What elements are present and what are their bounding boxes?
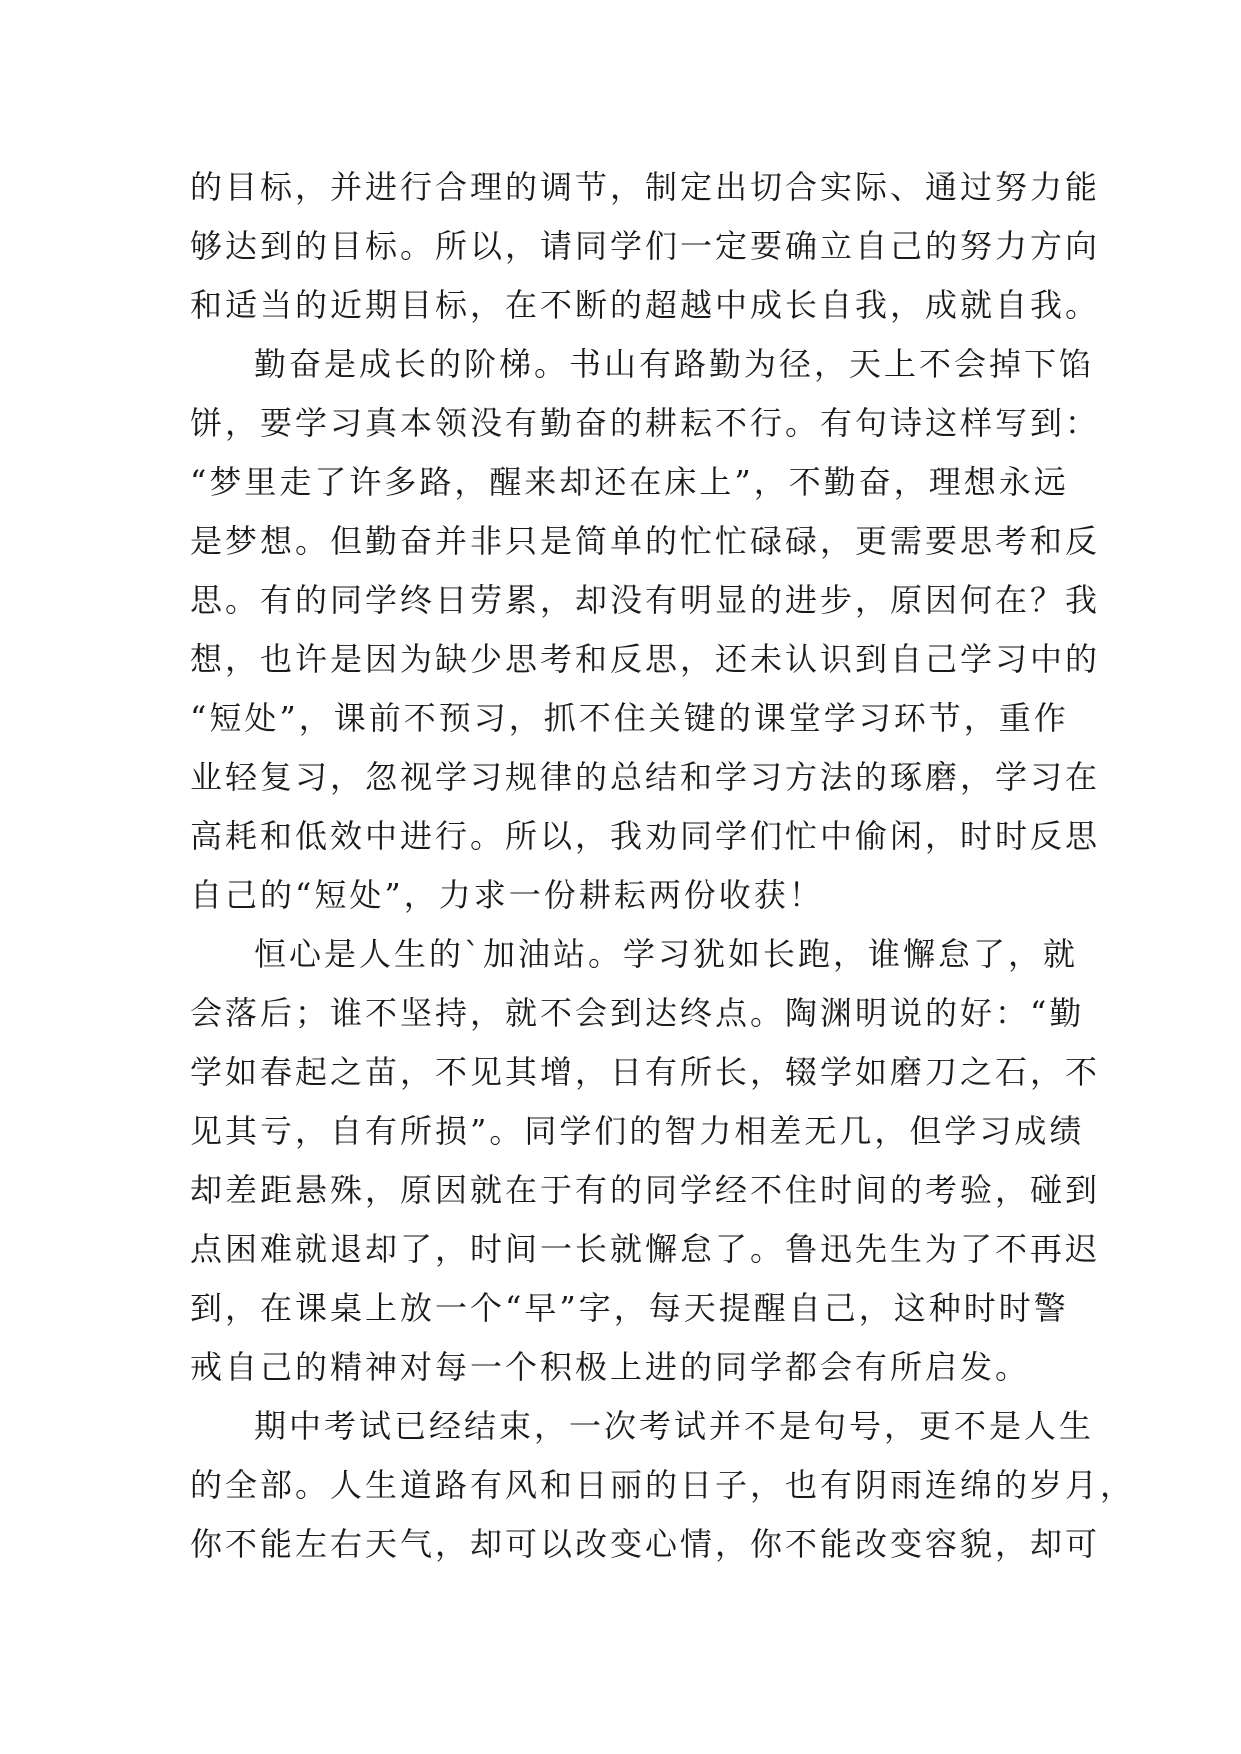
text-line: 你不能左右天气，却可以改变心情，你不能改变容貌，却可: [190, 1525, 1101, 1563]
text-line: 点困难就退却了，时间一长就懈怠了。鲁迅先生为了不再迟: [190, 1230, 1101, 1268]
text-line: 是梦想。但勤奋并非只是简单的忙忙碌碌，更需要思考和反: [190, 522, 1101, 560]
body-text: [190, 158, 1136, 1574]
text-line: 想，也许是因为缺少思考和反思，还未认识到自己学习中的: [190, 640, 1101, 678]
text-line: 够达到的目标。所以，请同学们一定要确立自己的努力方向: [190, 227, 1101, 265]
text-line: 自己的“短处”，力求一份耕耘两份收获！: [190, 876, 824, 914]
text-line: “短处”，课前不预习，抓不住关键的课堂学习环节，重作: [190, 699, 1069, 737]
text-line: 见其亏，自有所损”。同学们的智力相差无几，但学习成绩: [190, 1112, 1085, 1150]
text-line: 和适当的近期目标，在不断的超越中成长自我，成就自我。: [190, 286, 1101, 324]
text-line: 学如春起之苗，不见其增，日有所长，辍学如磨刀之石，不: [190, 1053, 1101, 1091]
text-line: 会落后；谁不坚持，就不会到达终点。陶渊明说的好：“勤: [190, 994, 1085, 1032]
text-line: 思。有的同学终日劳累，却没有明显的进步，原因何在？我: [190, 581, 1101, 619]
text-line: 业轻复习，忽视学习规律的总结和学习方法的琢磨，学习在: [190, 758, 1101, 796]
text-line: 到，在课桌上放一个“早”字，每天提醒自己，这种时时警: [190, 1289, 1069, 1327]
text-line: 戒自己的精神对每一个积极上进的同学都会有所启发。: [190, 1348, 1031, 1386]
text-line: “梦里走了许多路，醒来却还在床上”，不勤奋，理想永远: [190, 463, 1069, 501]
paragraph-start-line: 期中考试已经结束，一次考试并不是句号，更不是人生: [254, 1407, 1095, 1445]
text-line: 的全部。人生道路有风和日丽的日子，也有阴雨连绵的岁月，: [190, 1466, 1136, 1504]
text-line: 高耗和低效中进行。所以，我劝同学们忙中偷闲，时时反思: [190, 817, 1101, 855]
text-line: 却差距悬殊，原因就在于有的同学经不住时间的考验，碰到: [190, 1171, 1101, 1209]
text-line: 的目标，并进行合理的调节，制定出切合实际、通过努力能: [190, 168, 1101, 206]
paragraph-start-line: 恒心是人生的`加油站。学习犹如长跑，谁懈怠了，就: [254, 935, 1079, 973]
text-line: 饼，要学习真本领没有勤奋的耕耘不行。有句诗这样写到：: [190, 404, 1101, 442]
paragraph-start-line: 勤奋是成长的阶梯。书山有路勤为径，天上不会掉下馅: [254, 345, 1095, 383]
